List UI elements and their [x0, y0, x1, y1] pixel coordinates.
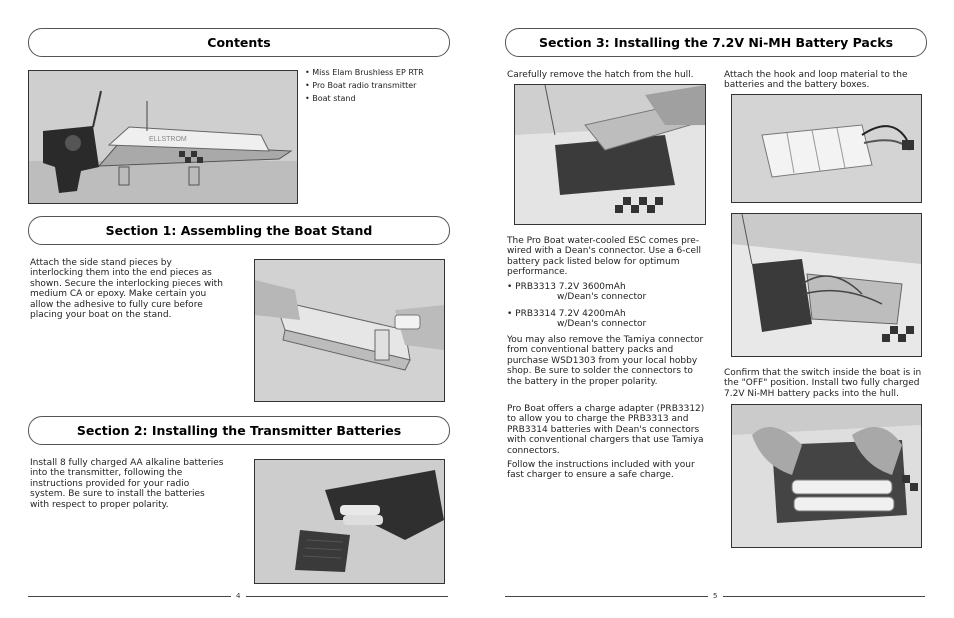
contents-photo: [28, 70, 298, 204]
right-footer-rule: [723, 596, 925, 597]
section3-heading: Section 3: Installing the 7.2V Ni-MH Battery Packs: [505, 28, 927, 57]
install-packs-photo: [731, 404, 922, 548]
hook-loop-text: Attach the hook and loop material to the batteries and the battery boxes.: [724, 70, 908, 91]
section1-body: Attach the side stand pieces by interlocking them into the end pieces as shown. Secure the interlocking pieces with medium CA or epoxy. Make certain you allow the adhesive to fully cure before placing your boat on the stand.: [30, 258, 223, 321]
battery-option-2-connector: w/Dean's connector: [557, 319, 647, 330]
right-footer-rule: [505, 596, 708, 597]
left-footer-rule: [246, 596, 448, 597]
contents-item: • Boat stand: [305, 94, 356, 103]
battery-pack-photo: [731, 94, 922, 203]
esc-text: The Pro Boat water-cooled ESC comes pre-wired with a Dean's connector. Use a 6-cell battery pack listed below for optimum performance.: [507, 236, 702, 278]
charge-adapter-text: Pro Boat offers a charge adapter (PRB3312) to allow you to charge the PRB3313 and PRB3314 batteries with Dean's connectors with conventional chargers that use Tamiya connectors.: [507, 404, 705, 456]
section2-heading: Section 2: Installing the Transmitter Batteries: [28, 416, 450, 445]
contents-item: • Miss Elam Brushless EP RTR: [305, 68, 424, 77]
battery-box-photo: [731, 213, 922, 357]
switch-off-text: Confirm that the switch inside the boat is in the "OFF" position. Install two fully charged 7.2V Ni-MH battery packs into the hull.: [724, 368, 922, 399]
contents-heading: Contents: [28, 28, 450, 57]
section2-body: Install 8 fully charged AA alkaline batteries into the transmitter, following the instructions provided for your radio system. Be sure to install the batteries with respect to proper polarity.: [30, 458, 224, 510]
battery-option-1: [507, 282, 707, 303]
remove-hatch-photo: [514, 84, 706, 225]
boat-stand-photo: [254, 259, 445, 402]
battery-option-2: [507, 309, 707, 330]
contents-item: • Pro Boat radio transmitter: [305, 81, 417, 90]
battery-option-1-connector: w/Dean's connector: [557, 292, 647, 303]
fast-charger-text: Follow the instructions included with your fast charger to ensure a safe charge.: [507, 460, 695, 481]
boat-logo-text: ELLSTROM: [149, 136, 187, 143]
hatch-intro-text: Carefully remove the hatch from the hull.: [507, 70, 694, 80]
contents-list: [305, 66, 455, 105]
battery-option-2-model: • PRB3314 7.2V 4200mAh: [507, 309, 626, 319]
section1-heading: Section 1: Assembling the Boat Stand: [28, 216, 450, 245]
tamiya-text: You may also remove the Tamiya connector from conventional battery packs and purchase WSD1303 from your local hobby shop. Be sure to solder the connectors to the battery in the proper polarity.: [507, 335, 704, 387]
left-page-number: 4: [236, 592, 241, 600]
left-footer-rule: [28, 596, 231, 597]
battery-option-1-model: • PRB3313 7.2V 3600mAh: [507, 282, 626, 292]
right-page-number: 5: [713, 592, 718, 600]
transmitter-batteries-photo: [254, 459, 445, 584]
